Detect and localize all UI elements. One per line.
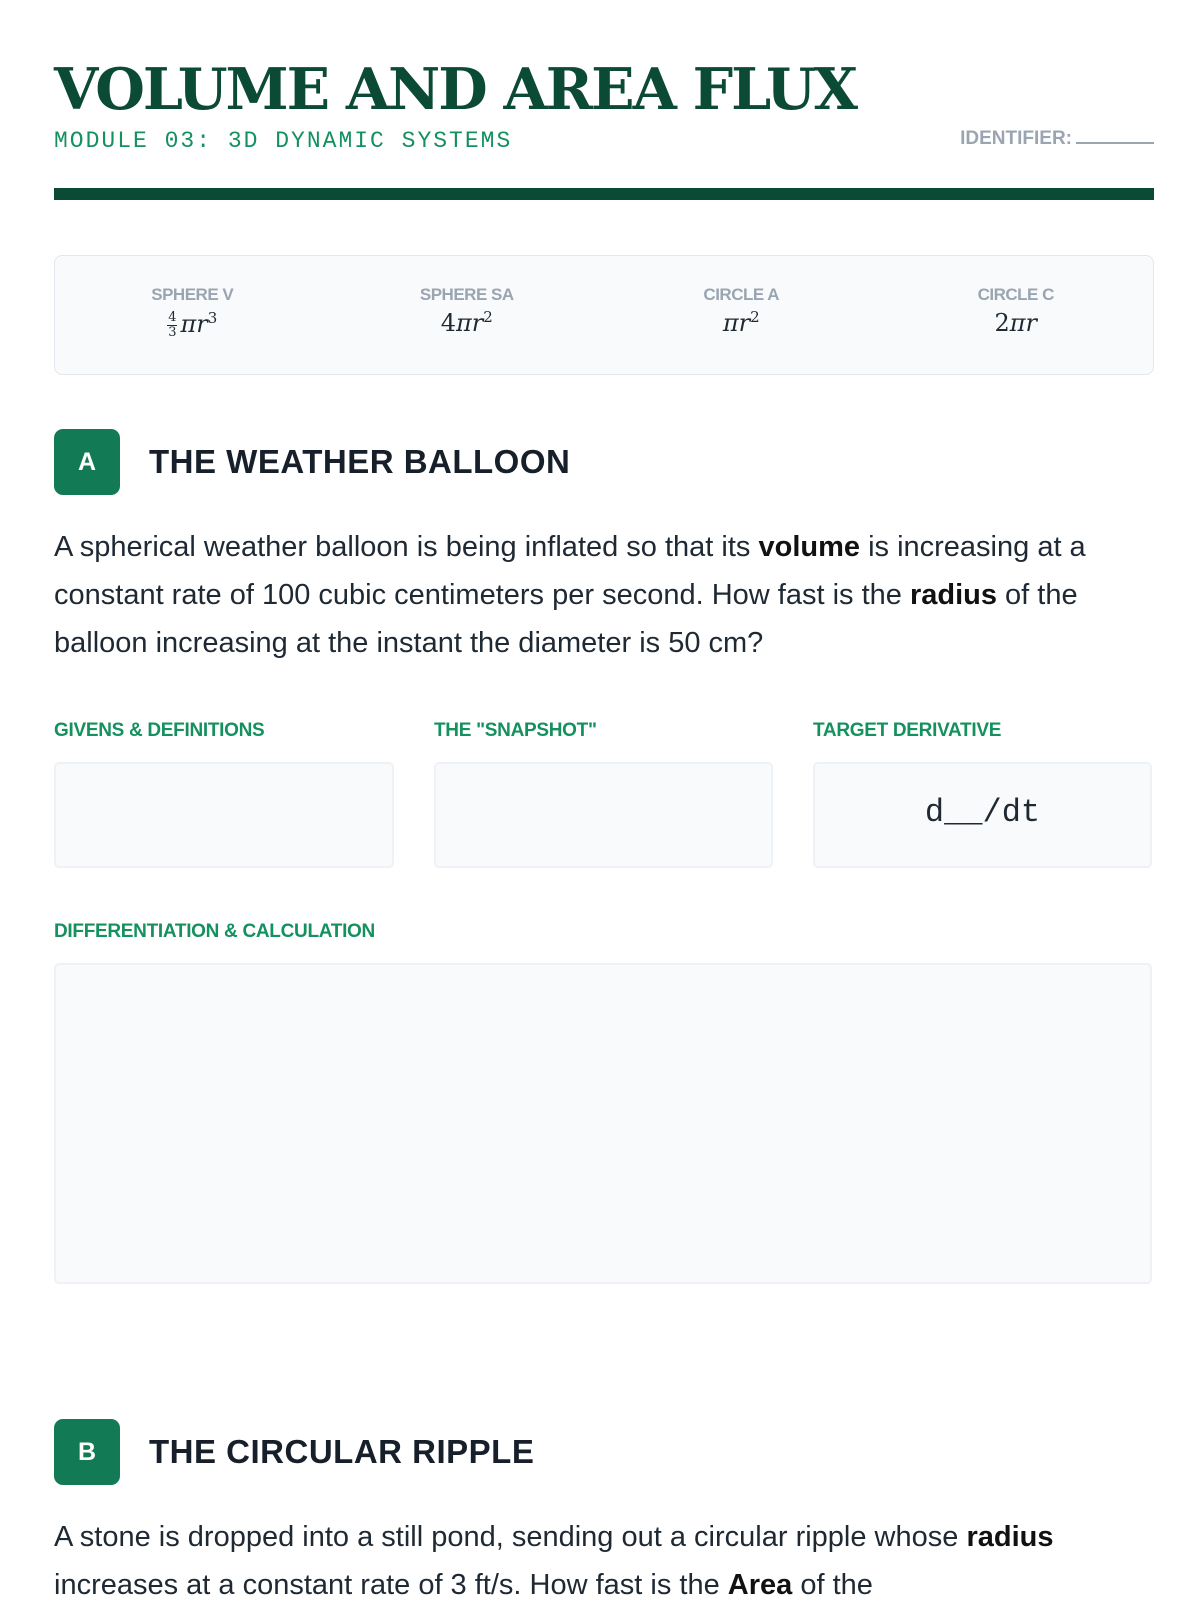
formula-sphere-surface-area bbox=[330, 256, 605, 374]
formula-expression: $4\pi r^2$ bbox=[440, 308, 493, 337]
calculation-label: DIFFERENTIATION & CALCULATION bbox=[54, 921, 375, 942]
formula-expression: $\pi r^2$ bbox=[722, 308, 760, 337]
formula-expression: 2πr bbox=[994, 309, 1038, 337]
section-a-problem-text: A spherical weather balloon is being inflated so that its volume is increasing at a constant rate of 100 cubic centimeters per second. How fast is the radius of the balloon increasing at the instant the diameter is 50 cm? bbox=[54, 531, 1086, 659]
header-divider bbox=[54, 188, 1154, 200]
givens-label: GIVENS & DEFINITIONS bbox=[54, 720, 265, 741]
formula-label: SPHERE SA bbox=[419, 285, 514, 304]
identifier-label: IDENTIFIER: bbox=[960, 128, 1072, 149]
formula-sphere-volume bbox=[55, 256, 330, 374]
section-b-title: THE CIRCULAR RIPPLE bbox=[149, 1433, 535, 1470]
formula-label: CIRCLE A bbox=[703, 285, 780, 304]
snapshot-answer-box[interactable] bbox=[434, 762, 773, 868]
formula-label: CIRCLE C bbox=[977, 285, 1054, 304]
section-a-badge: A bbox=[54, 429, 120, 495]
section-b-badge: B bbox=[54, 1419, 120, 1485]
section-a-title: THE WEATHER BALLOON bbox=[149, 443, 571, 480]
formula-circle-circumference bbox=[879, 256, 1154, 374]
section-b-problem-text: A stone is dropped into a still pond, sending out a circular ripple whose radius increases at a constant rate of 3 ft/s. How fast is the Area of the bbox=[54, 1521, 1054, 1601]
calculation-work-area[interactable] bbox=[54, 963, 1152, 1284]
formula-label: SPHERE V bbox=[151, 285, 234, 304]
formula-reference-box bbox=[54, 255, 1154, 375]
identifier-blank[interactable] bbox=[1076, 142, 1154, 144]
identifier-field bbox=[960, 128, 1154, 150]
snapshot-label: THE "SNAPSHOT" bbox=[434, 720, 597, 741]
page-title: VOLUME AND AREA FLUX bbox=[54, 56, 857, 123]
target-derivative-box[interactable] bbox=[813, 762, 1152, 868]
formula-expression: $\frac{4}{3}$ $\pi r^3$ bbox=[168, 309, 218, 340]
target-derivative-value: d__/dt bbox=[924, 794, 1041, 831]
module-subtitle: MODULE 03: 3D DYNAMIC SYSTEMS bbox=[54, 128, 513, 154]
formula-circle-area bbox=[604, 256, 879, 374]
givens-answer-box[interactable] bbox=[54, 762, 394, 868]
target-derivative-label: TARGET DERIVATIVE bbox=[813, 720, 1002, 741]
